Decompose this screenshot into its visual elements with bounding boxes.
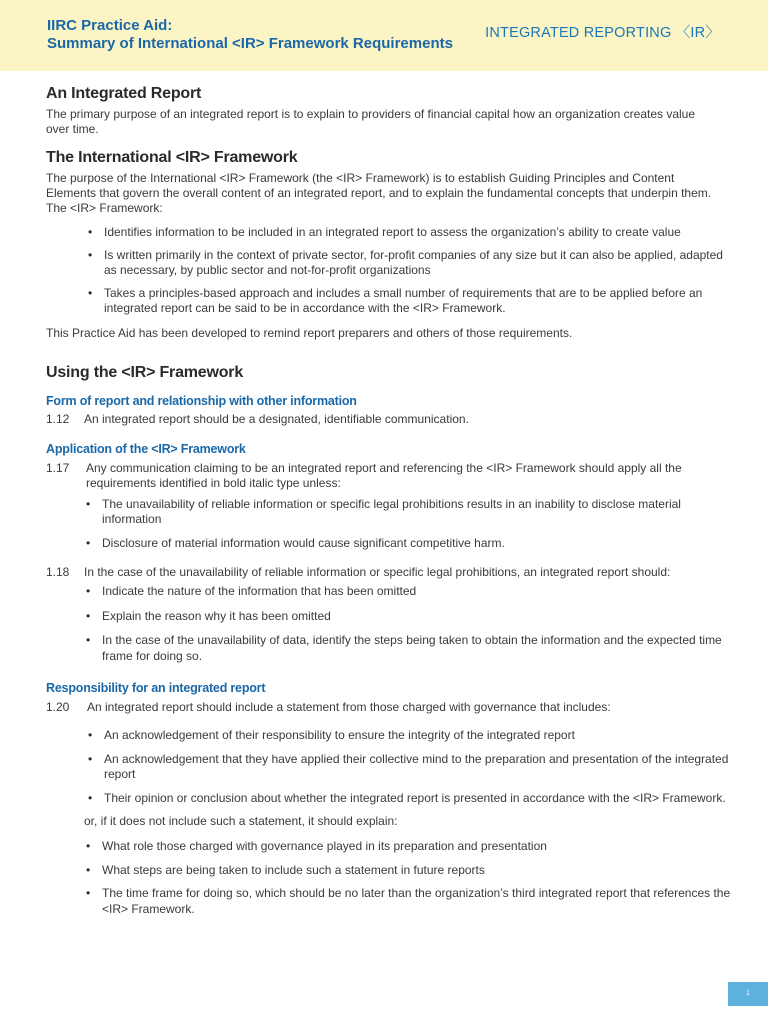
header-title-line2: Summary of International <IR> Framework Requirements [47, 35, 453, 52]
paragraph-number: 1.18 [46, 565, 70, 579]
list-item: • An acknowledgement that they have applied their collective mind to the preparation and presentation of the integrated report [104, 752, 734, 783]
paragraph-number: 1.12 [46, 411, 70, 426]
paragraph-1-12 [46, 412, 738, 427]
section-body-integrated-report: The primary purpose of an integrated report is to explain to providers of financial capital how an organization creates value over time. [46, 107, 696, 136]
subheading-form-of-report: Form of report and relationship with other information [46, 393, 357, 408]
page-header [0, 0, 768, 71]
list-item: • Their opinion or conclusion about whether the integrated report is presented in accordance with the <IR> Framework. [104, 791, 734, 807]
brand-text: INTEGRATED REPORTING [485, 25, 672, 41]
list-item: • In the case of the unavailability of data, identify the steps being taken to obtain the information and the expected time frame for doing so. [102, 633, 732, 664]
list-item: • Explain the reason why it has been omitted [102, 609, 732, 625]
paragraph-1-17-bullets [102, 497, 732, 552]
brand-mark: 〈IR〉 [675, 25, 720, 41]
ir-framework-bullets [104, 225, 734, 317]
brand-logo [485, 24, 720, 42]
list-item: • Takes a principles-based approach and includes a small number of requirements that are to be applied before an integrated report can be said to be in accordance with the <IR> Framework. [104, 286, 734, 317]
section-heading-ir-framework: The International <IR> Framework [46, 149, 298, 166]
paragraph-number: 1.17 [46, 460, 70, 475]
paragraph-1-20 [46, 700, 738, 715]
section-heading-using-framework: Using the <IR> Framework [46, 363, 244, 381]
paragraph-number: 1.20 [46, 700, 70, 714]
list-item: • Disclosure of material information would cause significant competitive harm. [102, 536, 732, 552]
list-item: • An acknowledgement of their responsibility to ensure the integrity of the integrated report [104, 728, 734, 744]
list-item: • Is written primarily in the context of private sector, for-profit companies of any size but it can also be applied, adapted as necessary, by public sector and not-for-profit organizations [104, 248, 734, 279]
list-item: • The time frame for doing so, which should be no later than the organization’s third integrated report that references the <IR> Framework. [102, 886, 738, 917]
list-item: • Indicate the nature of the information that has been omitted [102, 584, 732, 600]
subheading-responsibility: Responsibility for an integrated report [46, 681, 266, 695]
list-item: • Identifies information to be included in an integrated report to assess the organization’s ability to create value [104, 225, 734, 241]
paragraph-text: An integrated report should be a designated, identifiable communication. [84, 411, 469, 426]
page-number: 1 [728, 982, 768, 1006]
paragraph-1-17 [46, 461, 738, 491]
practice-aid-note: This Practice Aid has been developed to remind report preparers and others of those requirements. [46, 325, 573, 340]
paragraph-1-18 [46, 565, 738, 580]
list-item: • What steps are being taken to include such a statement in future reports [102, 863, 738, 879]
paragraph-1-18-bullets [102, 584, 732, 664]
list-item: • The unavailability of reliable information or specific legal prohibitions results in an inability to disclose material information [102, 497, 732, 528]
paragraph-text: An integrated report should include a statement from those charged with governance that includes: [87, 700, 611, 714]
paragraph-1-20-bullets [104, 728, 734, 806]
or-statement: or, if it does not include such a statement, it should explain: [84, 814, 398, 828]
paragraph-text: In the case of the unavailability of reliable information or specific legal prohibitions, an integrated report should: [84, 565, 671, 579]
paragraph-text: Any communication claiming to be an integrated report and referencing the <IR> Framework should apply all the requirements identified in bold italic type unless: [86, 460, 682, 490]
header-title-line1: IIRC Practice Aid: [47, 17, 173, 34]
header-title [47, 17, 453, 53]
or-bullets [102, 839, 738, 917]
subheading-application: Application of the <IR> Framework [46, 441, 246, 456]
section-body-ir-framework: The purpose of the International <IR> Framework (the <IR> Framework) is to establish Guiding Principles and Content Elements that govern the overall content of an integrated report, and to explain the fundamental concepts that underpin them. The <IR> Framework: [46, 171, 712, 215]
section-heading-integrated-report: An Integrated Report [46, 85, 202, 102]
list-item: • What role those charged with governance played in its preparation and presentation [102, 839, 738, 855]
main-content [46, 84, 738, 917]
